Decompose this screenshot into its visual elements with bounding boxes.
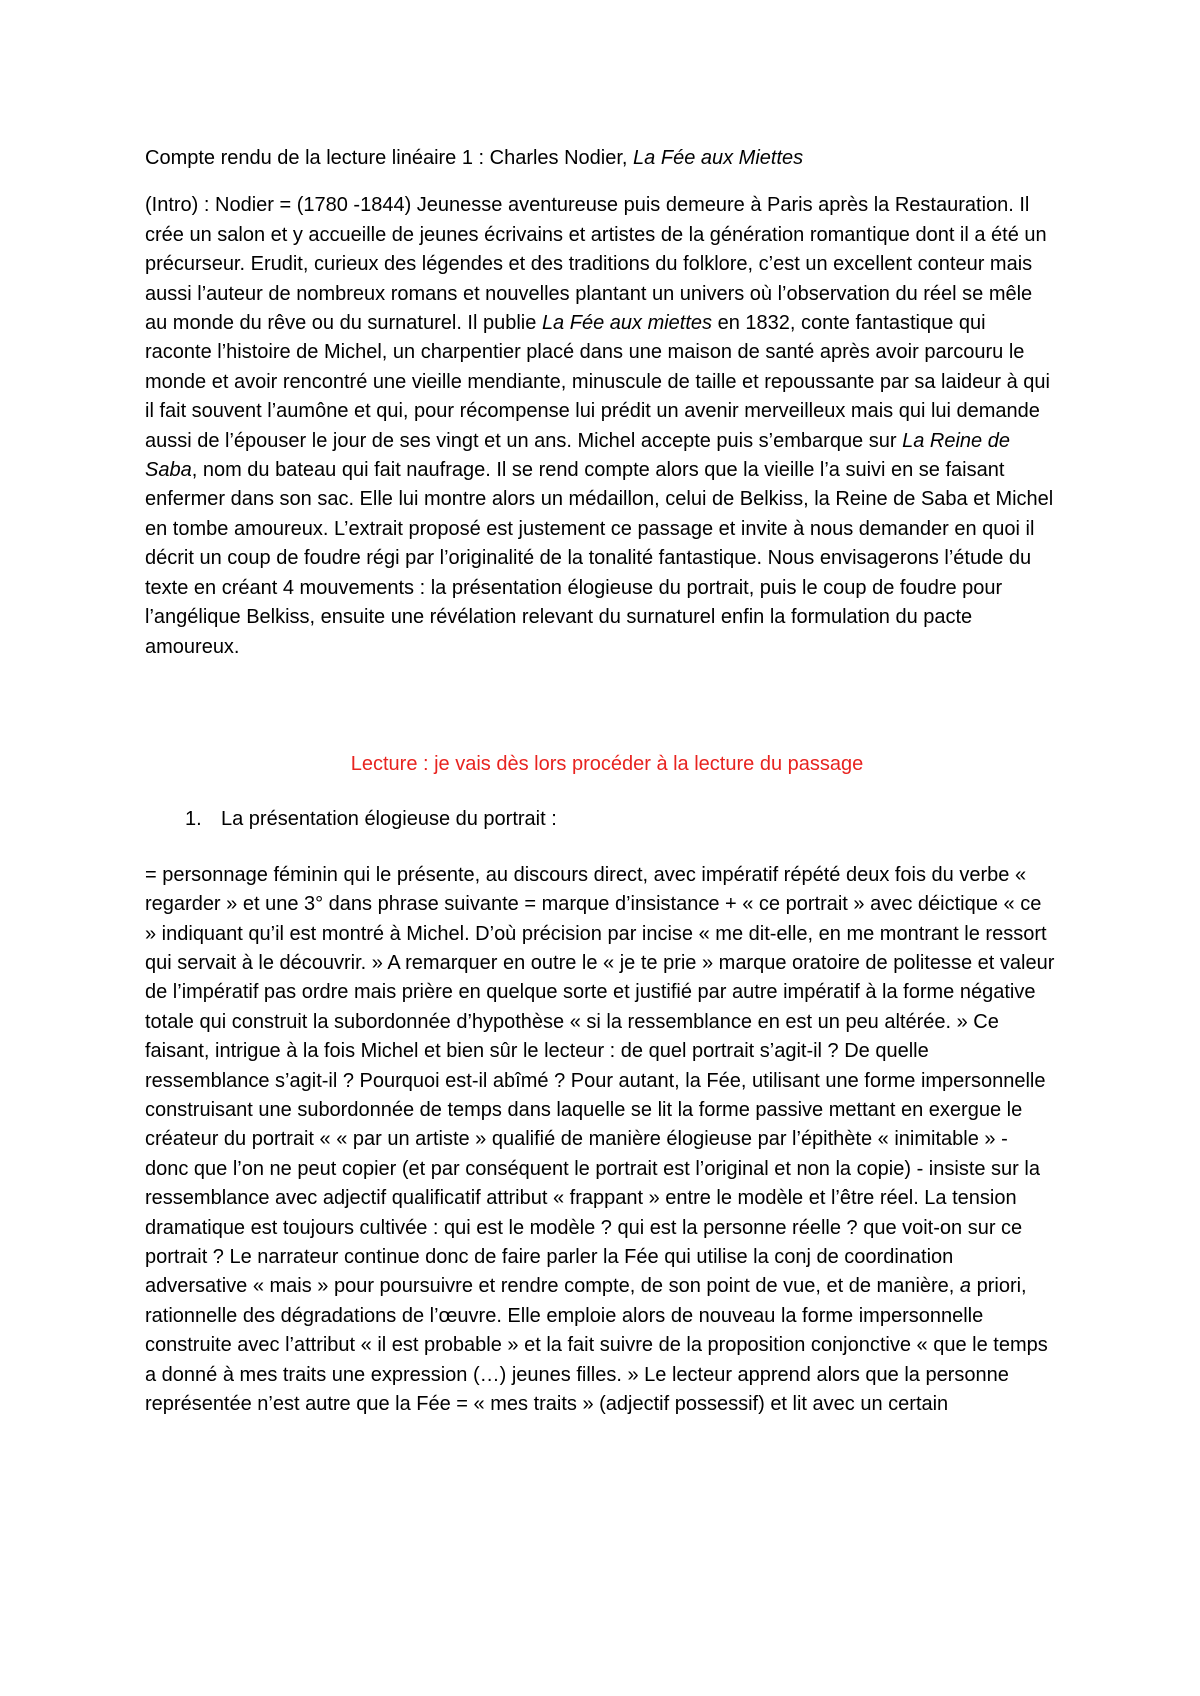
body-paragraph — [145, 861, 1055, 1420]
intro-part2: en 1832, conte fantastique qui raconte l’histoire de Michel, un charpentier placé dans une maison de santé après avoir parcouru le monde et avoir rencontré une vieille mendiante, minuscule de taille et repoussante par sa laideur à qui il fait souvent l’aumône et qui, pour récompense lui prédit un avenir merveilleux mais qui lui demande aussi de l’épouser le jour de ses vingt et un ans. Michel accepte puis s’embarque sur — [145, 312, 1050, 452]
intro-paragraph — [145, 191, 1055, 662]
intro-work1: La Fée aux miettes — [541, 312, 713, 335]
lecture-heading: Lecture : je vais dès lors procéder à la lecture du passage — [350, 752, 864, 775]
body-part2: priori, rationnelle des dégradations de l’œuvre. Elle emploie alors de nouveau la forme impersonnelle construite avec l’attribut « il est probable » et la fait suivre de la proposition conjonctive « que le temps a donné à mes traits une expression (…) jeunes filles. » Le lecteur apprend alors que la personne représentée n’est autre que la Fée = « mes traits » (adjectif possessif) et lit avec un certain — [145, 1275, 1048, 1416]
section-1-title: La présentation élogieuse du portrait : — [221, 808, 557, 831]
spacer — [145, 662, 1055, 750]
document-title — [145, 144, 1055, 173]
body-part1: = personnage féminin qui le présente, au discours direct, avec impératif répété deux fois du verbe « regarder » et une 3° dans phrase suivante = marque d’insistance + « ce portrait » avec déictique « ce » indiquant qu’il est montré à Michel. D’où précision par incise « me dit-elle, en me montrant le ressort qui servait à le découvrir. » A remarquer en outre le « je te prie » marque oratoire de politesse et valeur de l’impératif pas ordre mais prière en quelque sorte et justifié par autre impératif à la forme négative totale qui construit la subordonnée d’hypothèse « si la ressemblance en est un peu altérée. » Ce faisant, intrigue à la fois Michel et bien sûr le lecteur : de quel portrait s’agit-il ? De quelle ressemblance s’agit-il ? Pourquoi est-il abîmé ? Pour autant, la Fée, utilisant une forme impersonnelle construisant une subordonnée de temps dans laquelle se lit la forme passive mettant en exergue le créateur du portrait « « par un artiste » qualifié de manière élogieuse par l’épithète « inimitable » - donc que l’on ne peut copier (et par conséquent le portrait est l’original et non la copie) - insiste sur la ressemblance avec adjectif qualificatif attribut « frappant » entre le modèle et l’être réel. La tension dramatique est toujours cultivée : qui est le modèle ? qui est la personne réelle ? que voit-on sur ce portrait ? Le narrateur continue donc de faire parler la Fée qui utilise la conj de coordination adversative « mais » pour poursuivre et rendre compte, de son point de vue, et de manière, — [145, 863, 1055, 1298]
title-work: La Fée aux Miettes — [633, 147, 804, 169]
section-1-heading — [145, 805, 1055, 834]
body-emph: a — [959, 1275, 972, 1298]
document-page — [145, 144, 1055, 1419]
intro-part3: , nom du bateau qui fait naufrage. Il se rend compte alors que la vieille l’a suivi en se faisant enfermer dans son sac. Elle lui montre alors un médaillon, celui de Belkiss, la Reine de Saba et Michel en tombe amoureux. L’extrait proposé est justement ce passage et invite à nous demander en quoi il décrit un coup de foudre régi par l’originalité de la tonalité fantastique. Nous envisagerons l’étude du texte en créant 4 mouvements : la présentation élogieuse du portrait, puis le coup de foudre pour l’angélique Belkiss, ensuite une révélation relevant du surnaturel enfin la formulation du pacte amoureux. — [145, 459, 1054, 658]
intro-work2: La Reine de Saba — [145, 429, 1010, 482]
title-prefix: Compte rendu de la lecture linéaire 1 : Charles Nodier, — [145, 147, 634, 169]
intro-part1: (Intro) : Nodier = (1780 -1844) Jeunesse aventureuse puis demeure à Paris après la Restauration. Il crée un salon et y accueille de jeunes écrivains et artistes de la génération romantique dont il a été un précurseur. Erudit, curieux des légendes et des traditions du folklore, c’est un excellent conteur mais aussi l’auteur de nombreux romans et nouvelles plantant un univers où l’observation du réel se mêle au monde du rêve ou du surnaturel. Il publie — [145, 194, 1047, 335]
section-1-number: 1. — [185, 808, 202, 831]
